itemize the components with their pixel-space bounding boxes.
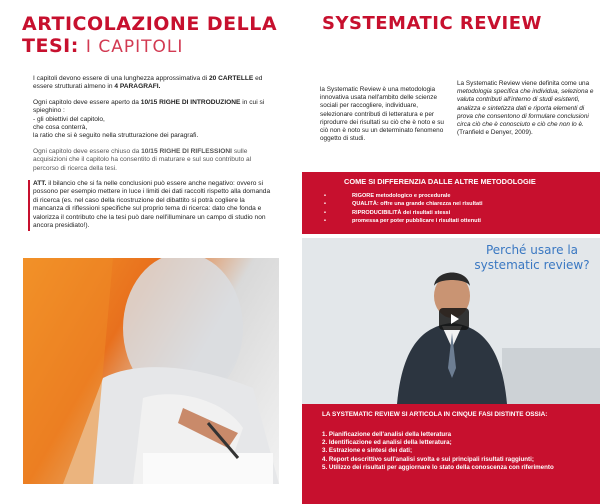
play-icon[interactable]	[439, 308, 469, 330]
list-item: • promessa per poter pubblicare i risultati ottenuti	[324, 218, 481, 225]
right-title: SYSTEMATIC REVIEW	[322, 13, 542, 34]
left-title-line2: TESI:	[22, 35, 79, 57]
list-item: 2. Identificazione ed analisi della letteratura;	[322, 439, 452, 447]
left-title-line1: ARTICOLAZIONE DELLA	[22, 13, 278, 35]
list-item: 1. Pianificazione dell'analisi della letteratura	[322, 431, 452, 438]
video-title: Perché usare la systematic review?	[474, 243, 590, 272]
list-item: 5. Utilizzo dei risultati per aggiornare lo stato della conoscenza con riferimento	[322, 463, 554, 471]
paragraph-reflections: Ogni capitolo deve essere chiuso da 10/15 RIGHE DI RIFLESSIONI sulle acquisizioni che il capitolo ha consentito di maturare e sul suo contributo al percorso di ricerca della tesi.	[33, 147, 252, 172]
video-player[interactable]	[302, 238, 600, 404]
list-item: 4. Report descrittivo sull'analisi svolta e sui principali risultati raggiunti;	[322, 455, 534, 463]
phases-box	[302, 404, 600, 504]
phases-list	[322, 431, 554, 472]
systematic-review-quote: La Systematic Review viene definita come una metodologia specifica che individua, seleziona e valuta contributi all'interno di studi esistenti, analizza e sintetizza dati e riporta elementi di prova che consentono di formulare conclusioni circa ciò che è conosciuto e ciò che non lo è. (Tranfield e Denyer, 2009).	[457, 80, 594, 137]
systematic-review-definition: la Systematic Review è una metodologia innovativa usata nell'ambito delle scienze sociali per raccogliere, individuare, selezionare contributi di letteratura e per riprodurre dei risultati su ciò che è noto e su ciò non è noto su un determinato fenomeno oggetto di studi.	[320, 86, 444, 143]
left-title	[22, 13, 292, 58]
paragraph-length: I capitoli devono essere di una lunghezza approssimativa di 20 CARTELLE ed essere strutturati almeno in 4 PARAGRAFI.	[33, 75, 263, 91]
left-title-thin: I CAPITOLI	[85, 37, 184, 57]
differences-title: COME SI DIFFERENZIA DALLE ALTRE METODOLOGIE	[344, 177, 536, 186]
phases-title: LA SYSTEMATIC REVIEW SI ARTICOLA IN CINQUE FASI DISTINTE OSSIA:	[322, 411, 548, 418]
paragraph-intro: Ogni capitolo deve essere aperto da 10/15 RIGHE DI INTRODUZIONE in cui si spieghino : - gli obiettivi del capitolo, che cosa conterrà, la ratio che si è seguito nella strutturazione dei paragrafi.	[33, 98, 265, 140]
differences-list	[324, 192, 483, 226]
paragraph-att: ATT. il bilancio che si fa nelle conclusioni può essere anche negativo: ovvero si possono per esempio mettere in luce i limiti dei dati raccolti rispetto alla domanda di ricerca (es. nel caso della ricostruzione del dibattito si potrà cogliere la mancanza di riflessioni specifiche sul proprio tema di ricerca: dato che fonda e valorizza il contributo che la tesi può dare nell'illuminare un campo di studio non ancora presidiato!).	[28, 180, 273, 230]
writing-illustration	[23, 258, 279, 484]
left-body	[33, 75, 273, 238]
list-item: • QUALITÀ: offre una grande chiarezza nei risultati	[324, 201, 483, 208]
writing-photo	[23, 258, 279, 484]
list-item: 3. Estrazione e sintesi dei dati;	[322, 447, 413, 455]
list-item: • RIPRODUCIBILITÀ dei risultati stessi	[324, 209, 451, 216]
list-item: • RIGORE metodologico e procedurale	[324, 193, 451, 199]
differences-box	[302, 172, 600, 234]
